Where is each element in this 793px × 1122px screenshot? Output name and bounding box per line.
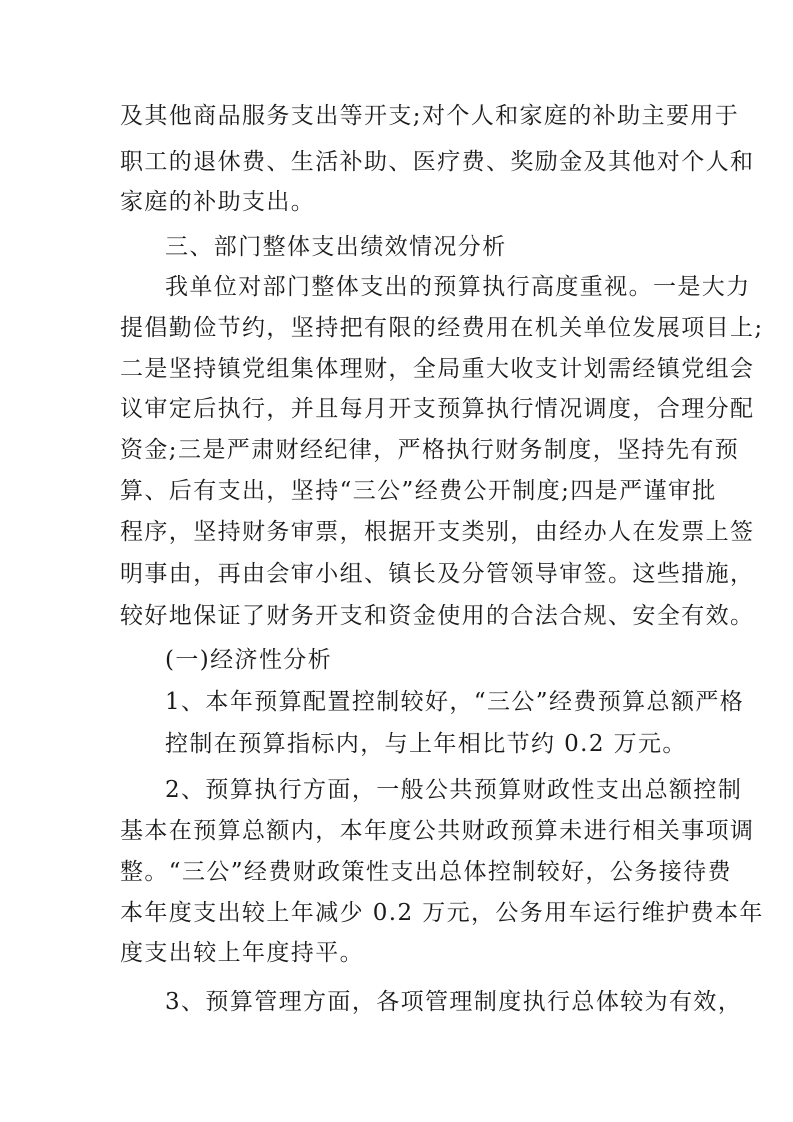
paragraph-line: 度支出较上年度持平。 <box>120 940 364 966</box>
paragraph-line: 及其他商品服务支出等开支;对个人和家庭的补助主要用于 <box>120 103 740 129</box>
paragraph-line: 家庭的补助支出。 <box>120 189 316 215</box>
paragraph-line: 本年度支出较上年减少 0.2 万元，公务用车运行维护费本年 <box>120 900 764 926</box>
paragraph-line: 职工的退休费、生活补助、医疗费、奖励金及其他对个人和 <box>120 149 755 175</box>
subsection-heading: (一)经济性分析 <box>165 647 333 673</box>
paragraph-line: 较好地保证了财务开支和资金使用的合法合规、安全有效。 <box>120 603 755 629</box>
paragraph-line: 算、后有支出，坚持“三公”经费公开制度;四是严谨审批 <box>120 478 717 504</box>
paragraph-line: 我单位对部门整体支出的预算执行高度重视。一是大力 <box>165 274 751 300</box>
paragraph-line: 资金;三是严肃财经纪律，严格执行财务制度，坚持先有预 <box>120 437 740 463</box>
paragraph-line: 二是坚持镇党组集体理财，全局重大收支计划需经镇党组会 <box>120 356 755 382</box>
paragraph-line: 提倡勤俭节约，坚持把有限的经费用在机关单位发展项目上; <box>120 315 764 341</box>
paragraph-line: 议审定后执行，并且每月开支预算执行情况调度，合理分配 <box>120 396 755 422</box>
paragraph-line: 整。“三公”经费财政策性支出总体控制较好，公务接待费 <box>120 859 732 885</box>
paragraph-line: 3、预算管理方面，各项管理制度执行总体较为有效， <box>165 989 743 1015</box>
paragraph-line: 程序，坚持财务审票，根据开支类别，由经办人在发票上签 <box>120 519 755 545</box>
paragraph-line: 明事由，再由会审小组、镇长及分管领导审签。这些措施， <box>120 561 755 587</box>
paragraph-line: 控制在预算指标内，与上年相比节约 0.2 万元。 <box>165 731 687 757</box>
paragraph-line: 基本在预算总额内，本年度公共财政预算未进行相关事项调 <box>120 818 755 844</box>
paragraph-line: 2、预算执行方面，一般公共预算财政性支出总额控制 <box>165 777 743 803</box>
section-heading: 三、部门整体支出绩效情况分析 <box>165 234 507 260</box>
paragraph-line: 1、本年预算配置控制较好，“三公”经费预算总额严格 <box>165 689 745 715</box>
